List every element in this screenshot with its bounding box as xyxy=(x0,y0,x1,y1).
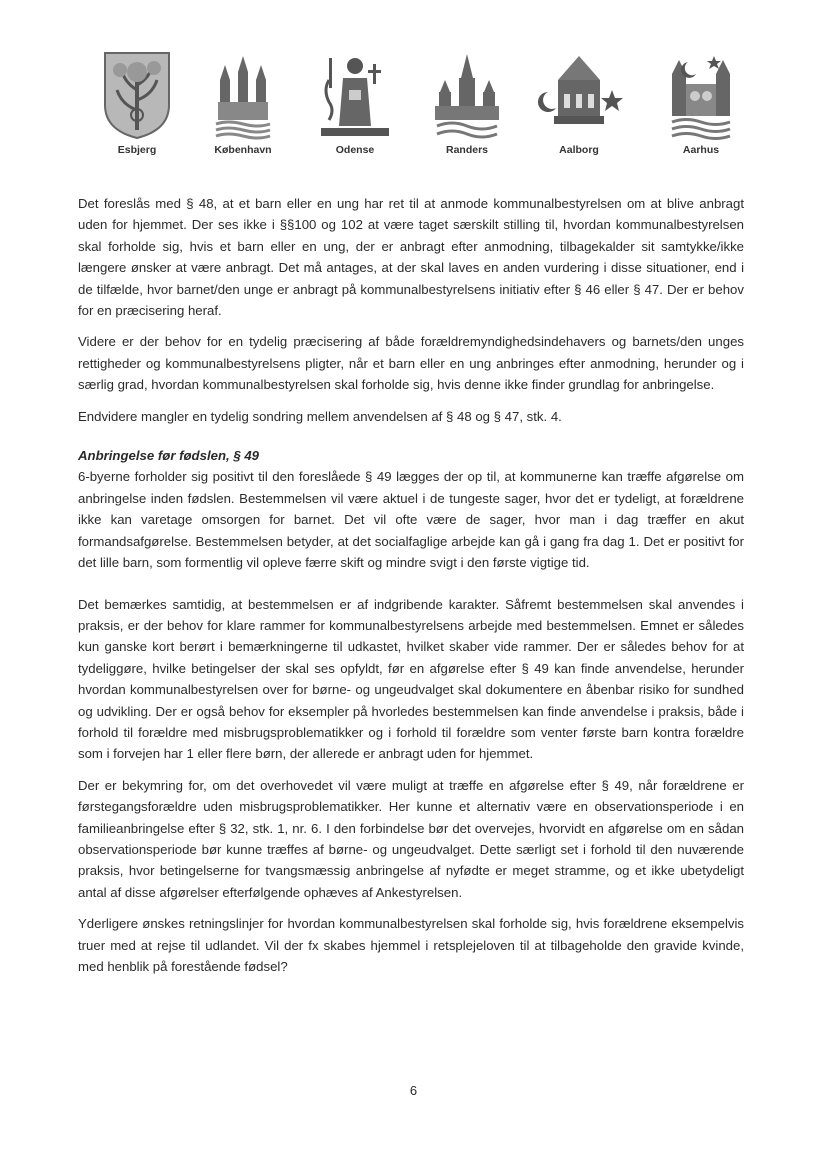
esbjerg-coat-of-arms-icon xyxy=(102,50,172,140)
paragraph-praecisering-rettigheder: Videre er der behov for en tydelig præcisering af både forældremyndighedsindehavers og barnets/den unges rettigheder og kommunalbestyrelsens pligter, når et barn eller en ung anbringes efter anmodning, herunder og i særlig grad, hvordan kommunalbestyrelsen skal forholde sig, hvis denne ikke finder grundlag for anbringelse. xyxy=(78,334,744,393)
paragraph-positiv-holdning: 6-byerne forholder sig positivt til den foreslåede § 49 lægges der op til, at kommunerne kan træffe afgørelse om anbringelse inden fødslen. Bestemmelsen vil være aktuel i de tungeste sager, hvor det er tydeligt, at forældrene ikke kan varetage omsorgen for barnet. Det vil ofte være de sager, hvor man i dag træffer en akut formandsafgørelse. Bestemmelsen betyder, at det socialfaglige arbejde kan gå i gang fra dag 1. Det er positivt for det lille barn, som formentlig vil opleve færre skift og mindre svigt i den første vigtige tid. xyxy=(78,469,744,571)
logo-aalborg xyxy=(519,50,639,156)
section-heading-anbringelse-foer-foedslen: Anbringelse før fødslen, § 49 xyxy=(78,448,259,464)
randers-coat-of-arms-icon xyxy=(427,50,507,140)
paragraph-retningslinjer: Yderligere ønskes retningslinjer for hvordan kommunalbestyrelsen skal forholde sig, hvis forældrene eksempelvis truer med at rejse til udlandet. Vil der fx skabes hjemmel i retsplejeloven til at tilbageholde den gravide kvinde, med henblik på forestående fødsel? xyxy=(78,916,744,974)
logo-caption: Aarhus xyxy=(682,144,720,156)
odense-coat-of-arms-icon xyxy=(315,50,395,140)
logo-caption: København xyxy=(214,144,272,156)
logo-caption: Esbjerg xyxy=(117,144,157,156)
logo-kobenhavn xyxy=(183,50,303,156)
logo-caption: Aalborg xyxy=(559,144,599,156)
logo-randers xyxy=(407,50,527,156)
page-number: 6 xyxy=(409,1083,418,1098)
logo-esbjerg xyxy=(77,50,197,156)
logo-odense xyxy=(295,50,415,156)
paragraph-indgribende-karakter: Det bemærkes samtidig, at bestemmelsen er af indgribende karakter. Såfremt bestemmelsen skal anvendes i praksis, er der behov for klare rammer for kommunalbestyrelsens arbejde med bestemmelsen. Emnet er således kun ganske kort berørt i bemærkningerne til udkastet, hvilket skaber vide rammer. Der er således behov for at tydeliggøre, hvilke betingelser der skal ses opfyldt, før en afgørelse efter § 49 kan finde anvendelse, herunder hvordan kommunalbestyrelsen over for børne- og ungeudvalget skal dokumentere en åbenbar risiko for sundhed og udvikling. Der er også behov for eksempler på hvorledes bestemmelsen kan finde anvendelse i praksis, både i forhold til forældre med misbrugsproblematikker og i forhold til forældre som venter første barn kontra forældre som i forvejen har 1 eller flere børn, der allerede er anbragt uden for hjemmet. xyxy=(78,596,744,762)
aarhus-coat-of-arms-icon xyxy=(666,50,736,140)
logo-caption: Odense xyxy=(335,144,375,156)
paragraph-sondring: Endvidere mangler en tydelig sondring mellem anvendelsen af § 48 og § 47, stk. 4. xyxy=(78,408,562,424)
logo-aarhus xyxy=(641,50,761,156)
paragraph-anmodning-anbringelse: Det foreslås med § 48, at et barn eller en ung har ret til at anmode kommunalbestyrelsen om at blive anbragt uden for hjemmet. Der ses ikke i §§100 og 102 at være taget særskilt stilling til, hvordan kommunalbestyrelsen skal forholde sig, hvis et barn eller en ung, der er anbragt efter anmodning, tilbagekalder sit samtykke/ikke længere ønsker at være anbragt. Det må antages, at der skal laves en anden vurdering i disse situationer, end i de tilfælde, hvor barnet/den unge er anbragt på kommunalbestyrelsens initiativ efter § 46 eller § 47. Der er behov for en præcisering heraf. xyxy=(78,196,744,319)
municipality-logos xyxy=(75,50,757,165)
document-body xyxy=(78,193,744,987)
kobenhavn-coat-of-arms-icon xyxy=(208,50,278,140)
aalborg-coat-of-arms-icon xyxy=(534,50,624,140)
paragraph-bekymring: Der er bekymring for, om det overhovedet vil være muligt at træffe en afgørelse efter § 49, når forældrene er førstegangsforældre uden misbrugsproblematikker. Her kunne et alternativ være en observationsperiode i en familieanbringelse efter § 32, stk. 1, nr. 6. I den forbindelse bør det overvejes, hvorvidt en afgørelse om en sådan observationsperiode bør kunne træffes af børne- og ungeudvalget. Dette særligt set i forhold til den nuværende praksis, hvor betingelserne for tvangsmæssig anbringelse af nyfødte er meget stramme, og et ikke ubetydeligt antal af disse afgørelser efterfølgende ophæves af Ankestyrelsen. xyxy=(78,777,744,900)
logo-caption: Randers xyxy=(445,144,488,156)
